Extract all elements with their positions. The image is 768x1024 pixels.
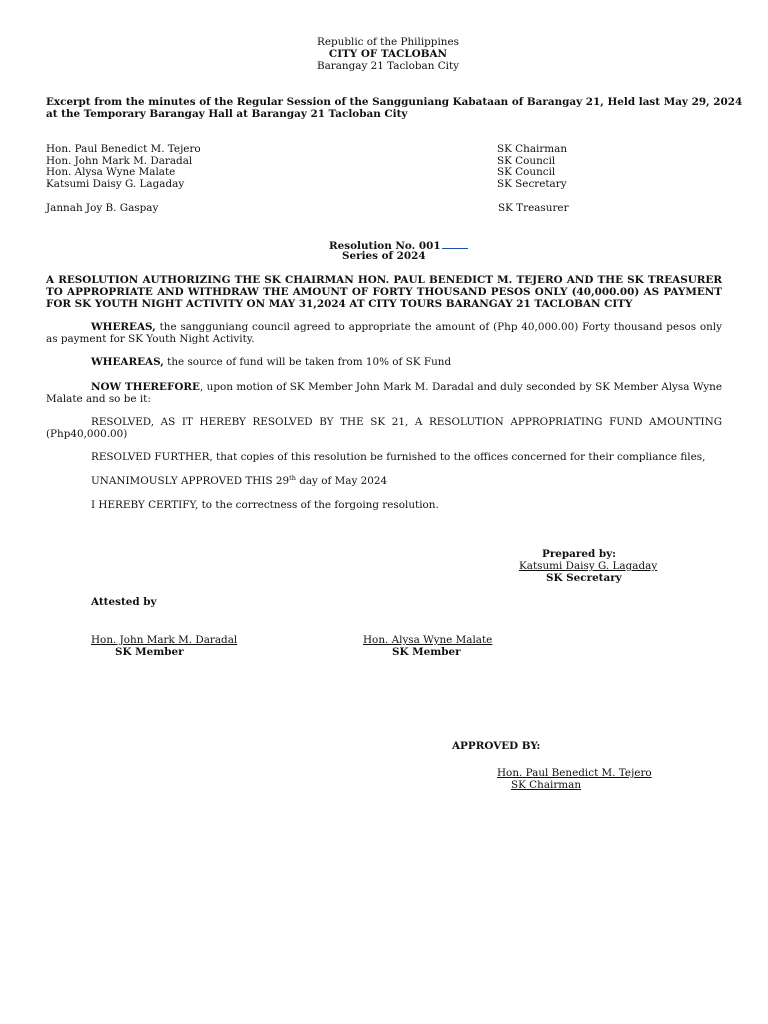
header-republic: Republic of the Philippines xyxy=(317,36,459,48)
attendee-name-1: Hon. Paul Benedict M. Tejero xyxy=(46,143,201,155)
resolution-series: Series of 2024 xyxy=(342,250,426,262)
attendee-role-2: SK Council xyxy=(497,155,556,167)
attest-2-role: SK Member xyxy=(392,646,461,658)
approved-by-role: SK Chairman xyxy=(511,779,582,791)
attest-2-name: Hon. Alysa Wyne Malate xyxy=(363,634,493,646)
approved-by-label: APPROVED BY: xyxy=(452,740,541,752)
resolution-number-underline xyxy=(442,239,468,249)
attendee-role-1: SK Chairman xyxy=(497,143,568,155)
now-therefore-text: , upon motion of SK Member John Mark M. Daradal and duly seconded by SK Member Alysa Wyne Malate and so be it: xyxy=(46,381,722,405)
excerpt-line-1: Excerpt from the minutes of the Regular Session of the Sangguniang Kabataan of Barangay 21, Held last May 29, 2024 xyxy=(46,96,743,108)
resolved-further-paragraph: RESOLVED FURTHER, that copies of this resolution be furnished to the offices concerned for their compliance files, xyxy=(91,451,706,463)
whereas-2-lead: WHEAREAS, xyxy=(91,356,164,368)
resolved-paragraph: RESOLVED, AS IT HEREBY RESOLVED BY THE SK 21, A RESOLUTION APPROPRIATING FUND AMOUNTING (Php40,000.00) xyxy=(46,416,722,440)
header-barangay: Barangay 21 Tacloban City xyxy=(316,60,460,72)
attest-1-role: SK Member xyxy=(115,646,184,658)
excerpt-line-2: at the Temporary Barangay Hall at Barangay 21 Tacloban City xyxy=(46,108,408,120)
attendee-role-3: SK Council xyxy=(497,166,556,178)
attendee-name-4: Katsumi Daisy G. Lagaday xyxy=(46,178,185,190)
approved-date-sup: th xyxy=(289,474,296,482)
attendee-name-3: Hon. Alysa Wyne Malate xyxy=(46,166,176,178)
header-city: CITY OF TACLOBAN xyxy=(328,48,448,60)
now-therefore-paragraph xyxy=(46,382,722,406)
approved-date-post: day of May 2024 xyxy=(295,475,388,487)
attest-1-name: Hon. John Mark M. Daradal xyxy=(91,634,238,646)
whereas-2-text: the source of fund will be taken from 10% of SK Fund xyxy=(163,356,452,368)
approved-by-name: Hon. Paul Benedict M. Tejero xyxy=(497,767,652,779)
approved-date-pre: UNANIMOUSLY APPROVED THIS 29 xyxy=(91,475,290,487)
resolution-number-label: Resolution No. xyxy=(329,240,416,252)
attendee-name-5: Jannah Joy B. Gaspay xyxy=(46,202,159,214)
certify-line: I HEREBY CERTIFY, to the correctness of the forgoing resolution. xyxy=(91,499,439,511)
attendee-role-4: SK Secretary xyxy=(497,178,567,190)
prepared-by-name: Katsumi Daisy G. Lagaday xyxy=(519,560,658,572)
attendee-name-2: Hon. John Mark M. Daradal xyxy=(46,155,193,167)
attested-by-label: Attested by xyxy=(91,596,157,608)
prepared-by-role: SK Secretary xyxy=(546,572,622,584)
resolution-number: 001 xyxy=(418,240,441,252)
whereas-1-lead: WHEREAS, xyxy=(91,321,156,333)
unanimously-approved-line xyxy=(46,476,722,488)
whereas-1-text: the sangguniang council agreed to appropriate the amount of (Php 40,000.00) Forty thousand pesos only as payment for SK Youth Night Activity. xyxy=(46,321,722,345)
whereas-paragraph-2 xyxy=(46,357,722,369)
resolution-title: A RESOLUTION AUTHORIZING THE SK CHAIRMAN HON. PAUL BENEDICT M. TEJERO AND THE SK TREASURER TO APPROPRIATE AND WITHDRAW THE AMOUNT OF FORTY THOUSAND PESOS ONLY (40,000.00) AS PAYMENT FOR SK YOUTH NIGHT ACTIVITY ON MAY 31,2024 AT CITY TOURS BARANGAY 21 TACLOBAN CITY xyxy=(46,274,722,310)
now-therefore-lead: NOW THEREFORE xyxy=(91,381,200,393)
whereas-paragraph-1 xyxy=(46,322,722,346)
prepared-by-label: Prepared by: xyxy=(542,548,617,560)
attendee-role-5: SK Treasurer xyxy=(498,202,569,214)
